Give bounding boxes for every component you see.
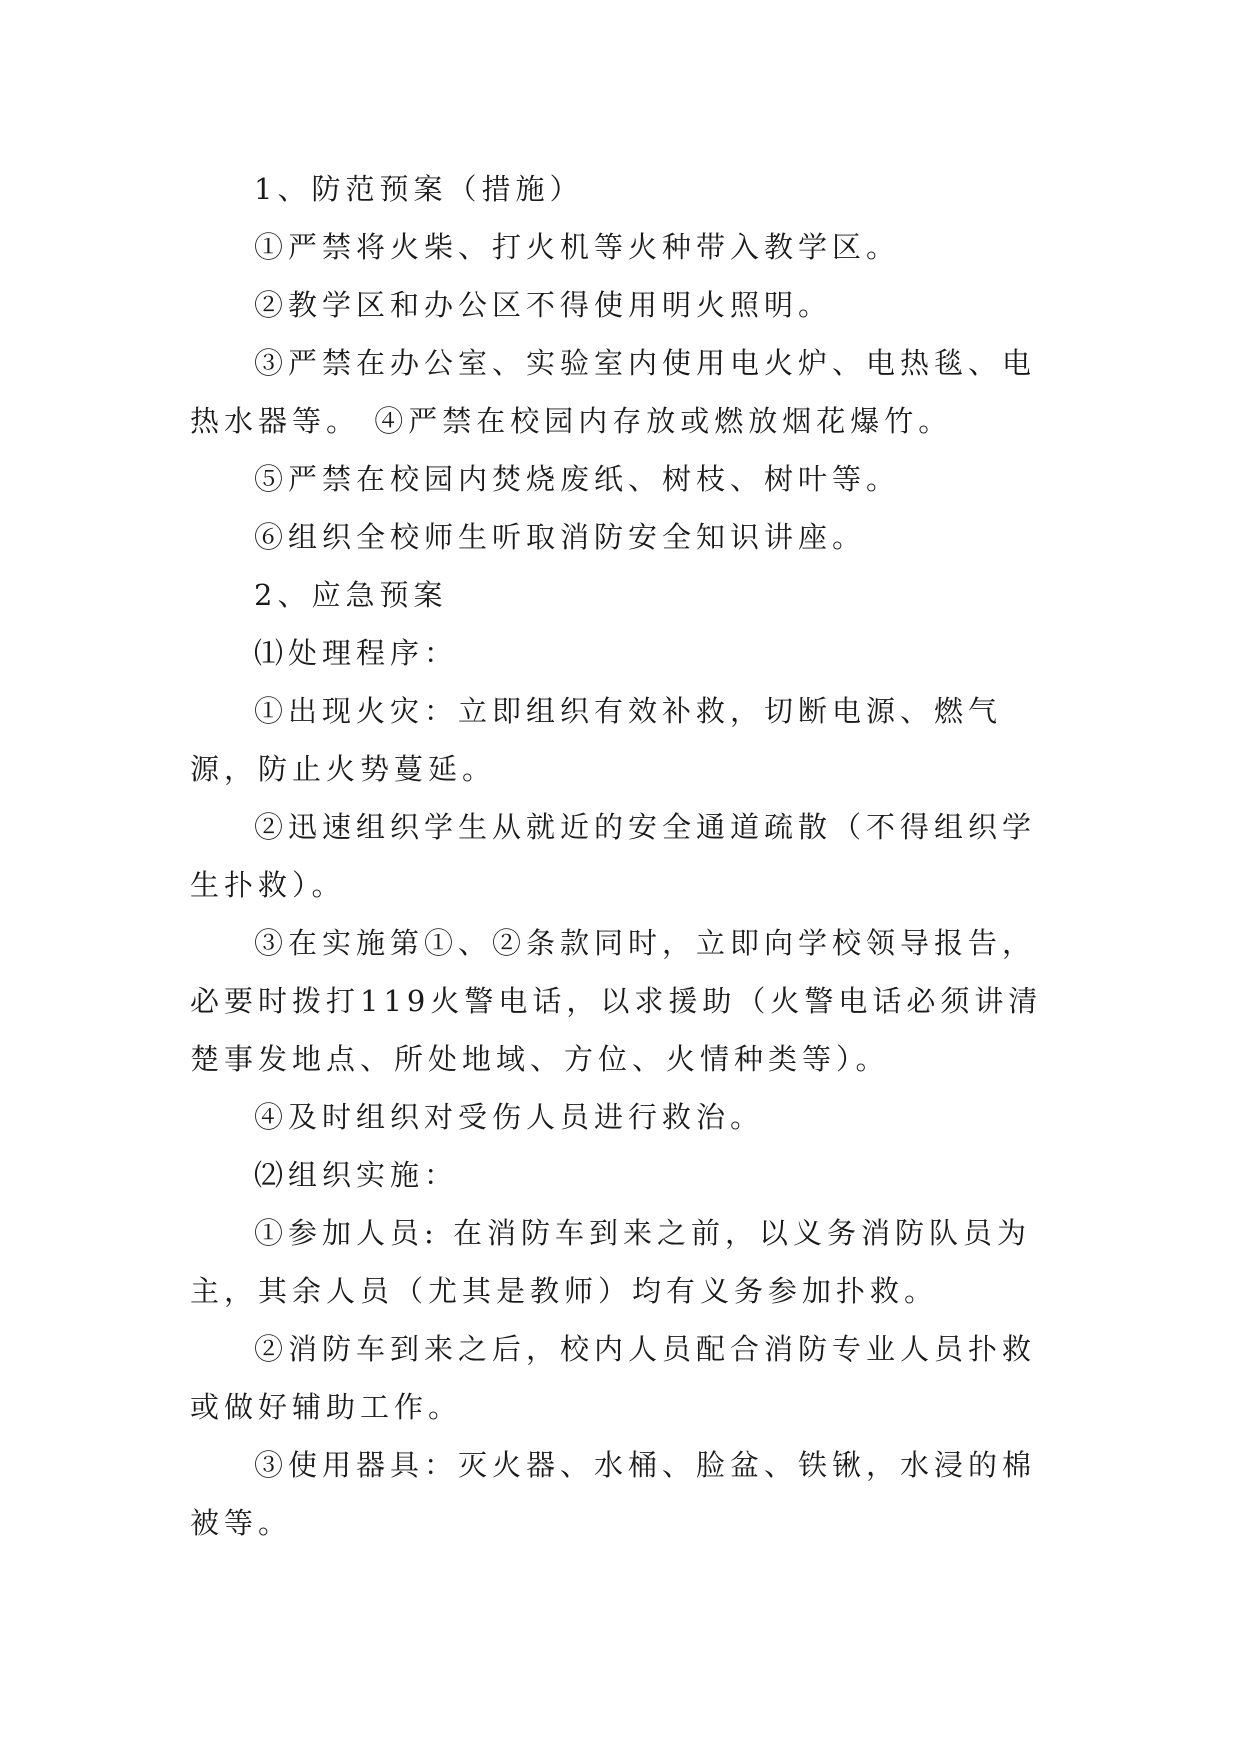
document-body: [190, 160, 1060, 1552]
subheading-procedure: ⑴处理程序：: [254, 636, 459, 670]
subheading-implementation: ⑵组织实施：: [254, 1158, 459, 1192]
list-item: ①参加人员: 在消防车到来之前，以义务消防队员为主，其余人员（尤其是教师）均有义务参加扑救。: [190, 1216, 1031, 1308]
list-item: ②消防车到来之后，校内人员配合消防专业人员扑救或做好辅助工作。: [190, 1332, 1037, 1424]
heading-prevention-plan: 1、防范预案（措施）: [254, 172, 584, 206]
list-item: ②迅速组织学生从就近的安全通道疏散（不得组织学生扑救）。: [190, 810, 1037, 902]
heading-emergency-plan: 2、应急预案: [254, 578, 448, 612]
list-item: ②教学区和办公区不得使用明火照明。: [254, 288, 833, 322]
list-item: ①严禁将火柴、打火机等火种带入教学区。: [254, 230, 901, 264]
list-item: ③使用器具：灭火器、水桶、脸盆、铁锹，水浸的棉被等。: [190, 1448, 1037, 1540]
list-item: ③严禁在办公室、实验室内使用电火炉、电热毯、电热水器等。 ④严禁在校园内存放或燃放烟花爆竹。: [190, 346, 1037, 438]
list-item: ⑥组织全校师生听取消防安全知识讲座。: [254, 520, 867, 554]
list-item: ①出现火灾：立即组织有效补救，切断电源、燃气源，防止火势蔓延。: [190, 694, 1003, 786]
list-item: ③在实施第①、②条款同时，立即向学校领导报告，必要时拨打119火警电话，以求援助（火警电话必须讲清楚事发地点、所处地域、方位、火情种类等）。: [190, 926, 1043, 1076]
list-item: ⑤严禁在校园内焚烧废纸、树枝、树叶等。: [254, 462, 901, 496]
list-item: ④及时组织对受伤人员进行救治。: [254, 1100, 765, 1134]
